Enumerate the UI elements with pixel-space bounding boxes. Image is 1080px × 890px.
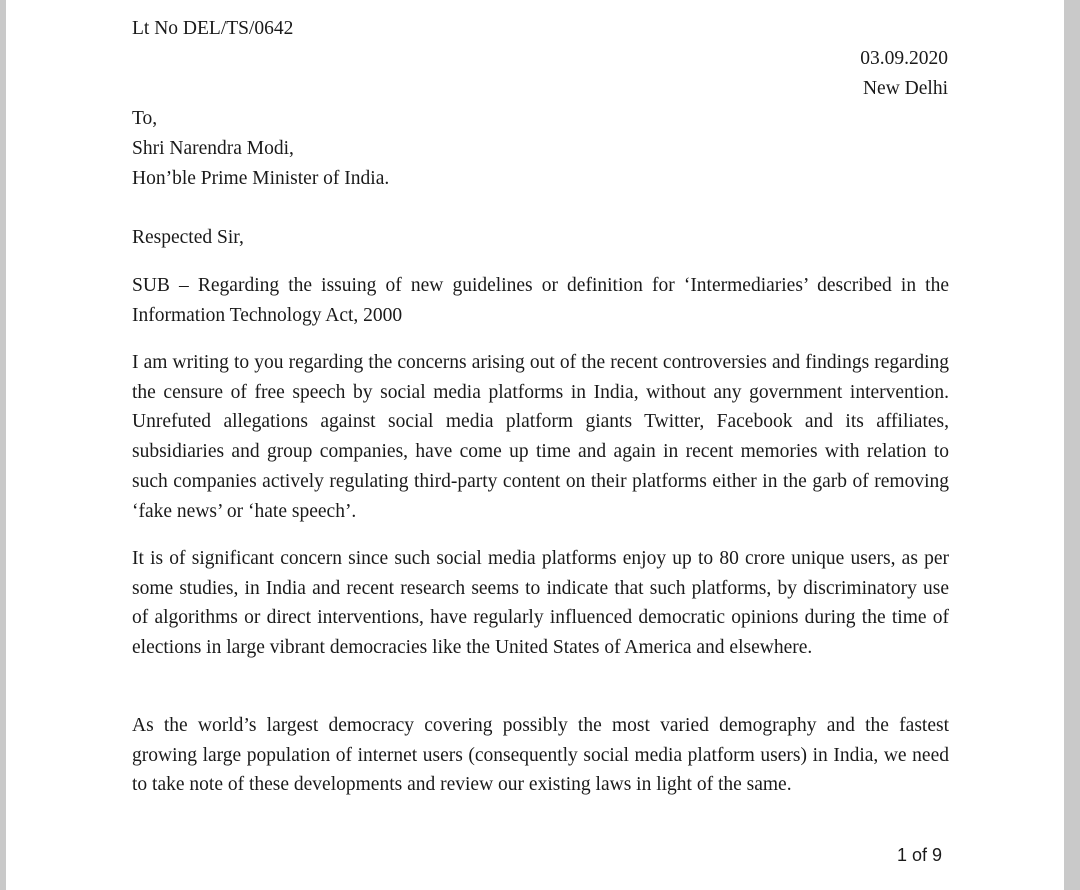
body-paragraph-1: I am writing to you regarding the concerns arising out of the recent controversies and findings regarding the censure of free speech by social media platforms in India, without any government intervention. Unrefuted allegations against social media platform giants Twitter, Facebook and its affiliates, subsidiaries and group companies, have come up time and again in recent memories with relation to such companies actively regulating third-party content on their platforms either in the garb of removing ‘fake news’ or ‘hate speech’. bbox=[132, 352, 949, 522]
addressee-name: Shri Narendra Modi, bbox=[132, 138, 294, 159]
greeting: Respected Sir, bbox=[132, 227, 244, 248]
letter-place: New Delhi bbox=[862, 78, 948, 99]
document-page bbox=[6, 0, 1072, 890]
body-paragraph-2: It is of significant concern since such social media platforms enjoy up to 80 crore unique users, as per some studies, in India and recent research seems to indicate that such platforms, by discriminatory use of algorithms or direct interventions, have regularly influenced democratic opinions during the time of elections in large vibrant democracies like the United States of America and elsewhere. bbox=[132, 548, 949, 659]
page-indicator: 1 of 9 bbox=[896, 845, 942, 865]
body-paragraph-3: As the world’s largest democracy covering possibly the most varied demography and the fastest growing large population of internet users (consequently social media platform users) in India, we need to take note of these developments and review our existing laws in light of the same. bbox=[132, 715, 949, 796]
addressee-title: Hon’ble Prime Minister of India. bbox=[132, 168, 390, 189]
page-edge bbox=[1064, 0, 1072, 890]
subject-line: SUB – Regarding the issuing of new guidelines or definition for ‘Intermediaries’ described in the Information Technology Act, 2000 bbox=[132, 275, 949, 326]
letter-date: 03.09.2020 bbox=[860, 48, 948, 69]
letter-reference: Lt No DEL/TS/0642 bbox=[132, 18, 294, 39]
addressee-to: To, bbox=[132, 108, 158, 129]
